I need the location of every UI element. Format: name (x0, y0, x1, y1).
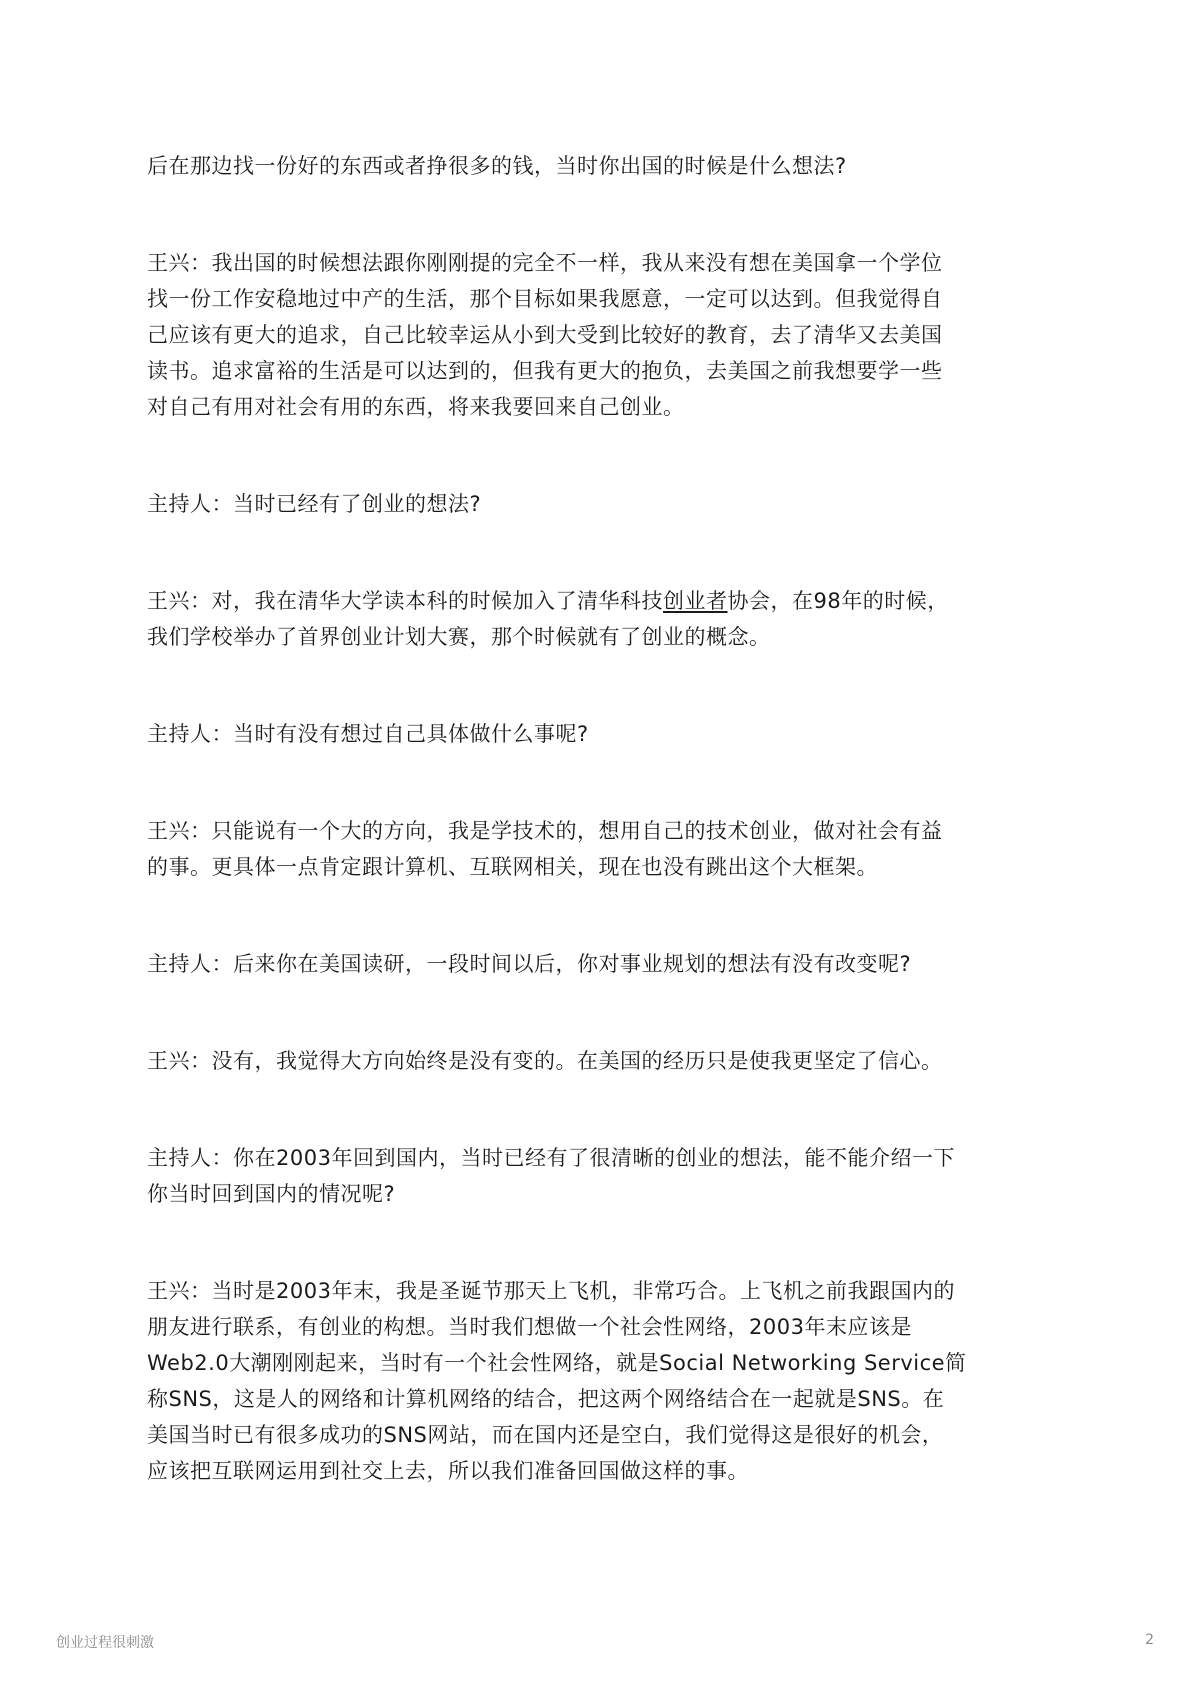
paragraph-answer-sns (147, 1273, 1067, 1489)
text-line: 王兴：当时是2003年末，我是圣诞节那天上飞机，非常巧合。上飞机之前我跟国内的 (147, 1279, 955, 1303)
text-line (147, 583, 1067, 619)
text-line: 我们学校举办了首界创业计划大赛，那个时候就有了创业的概念。 (147, 625, 771, 649)
text-segment: 王兴：对，我在清华大学读本科的时候加入了清华科技 (147, 589, 663, 613)
paragraph-answer-direction (147, 813, 1067, 885)
text-line: 应该把互联网运用到社交上去，所以我们准备回国做这样的事。 (147, 1459, 749, 1483)
paragraph-question-return-2003 (147, 1140, 1067, 1212)
paragraph-question-startup-idea (147, 486, 1067, 522)
text-line: 读书。追求富裕的生活是可以达到的，但我有更大的抱负，去美国之前我想要学一些 (147, 359, 943, 383)
text-line: 王兴：我出国的时候想法跟你刚刚提的完全不一样，我从来没有想在美国拿一个学位 (147, 251, 943, 275)
footer-page-number: 2 (1145, 1632, 1154, 1648)
paragraph-answer-tsinghua (147, 583, 1067, 655)
document-body (147, 148, 1067, 1550)
text-line: 后在那边找一份好的东西或者挣很多的钱，当时你出国的时候是什么想法? (147, 154, 847, 178)
text-line: 王兴：只能说有一个大的方向，我是学技术的，想用自己的技术创业，做对社会有益 (147, 819, 943, 843)
entrepreneur-link[interactable]: 创业者 (663, 589, 728, 613)
text-segment: 协会，在98年的时候， (727, 589, 949, 613)
text-line: 主持人：你在2003年回到国内，当时已经有了很清晰的创业的想法，能不能介绍一下 (147, 1146, 955, 1170)
text-line: 主持人：后来你在美国读研，一段时间以后，你对事业规划的想法有没有改变呢? (147, 952, 912, 976)
paragraph-question-intro (147, 148, 1067, 184)
text-line: 主持人：当时有没有想过自己具体做什么事呢? (147, 722, 589, 746)
text-line: 称SNS，这是人的网络和计算机网络的结合，把这两个网络结合在一起就是SNS。在 (147, 1387, 945, 1411)
text-line: 己应该有更大的追求，自己比较幸运从小到大受到比较好的教育，去了清华又去美国 (147, 323, 943, 347)
text-line: Web2.0大潮刚刚起来，当时有一个社会性网络，就是Social Networking Service简 (147, 1351, 967, 1375)
text-line: 对自己有用对社会有用的东西，将来我要回来自己创业。 (147, 395, 685, 419)
text-line: 你当时回到国内的情况呢? (147, 1182, 396, 1206)
text-line: 王兴：没有，我觉得大方向始终是没有变的。在美国的经历只是使我更坚定了信心。 (147, 1049, 943, 1073)
text-line: 美国当时已有很多成功的SNS网站，而在国内还是空白，我们觉得这是很好的机会， (147, 1423, 944, 1447)
paragraph-question-specific-plan (147, 716, 1067, 752)
paragraph-answer-goals (147, 245, 1067, 425)
footer-document-title: 创业过程很刺激 (56, 1635, 154, 1651)
paragraph-answer-no-change (147, 1043, 1067, 1079)
text-line: 的事。更具体一点肯定跟计算机、互联网相关，现在也没有跳出这个大框架。 (147, 855, 878, 879)
paragraph-question-career-change (147, 946, 1067, 982)
text-line: 主持人：当时已经有了创业的想法? (147, 492, 482, 516)
text-line: 找一份工作安稳地过中产的生活，那个目标如果我愿意，一定可以达到。但我觉得自 (147, 287, 943, 311)
text-line: 朋友进行联系，有创业的构想。当时我们想做一个社会性网络，2003年末应该是 (147, 1315, 912, 1339)
